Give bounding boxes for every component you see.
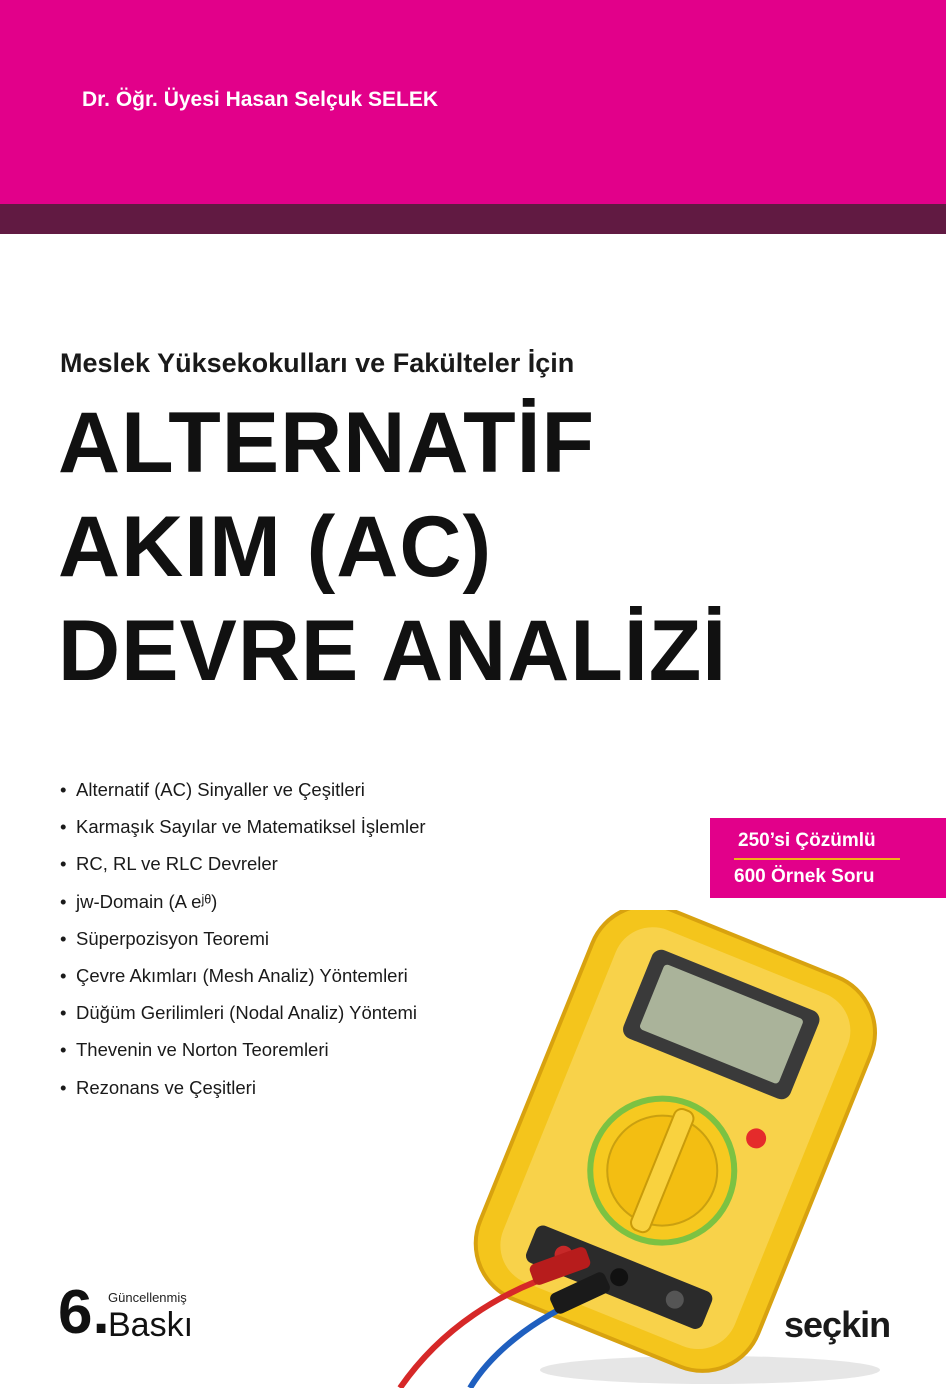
title-line-1: ALTERNATİF bbox=[58, 395, 596, 491]
accent-strip bbox=[0, 204, 946, 234]
author-name: Dr. Öğr. Üyesi Hasan Selçuk SELEK bbox=[82, 88, 438, 111]
badge-underline bbox=[734, 858, 900, 860]
bullet-icon: • bbox=[60, 816, 67, 838]
bullet-icon: • bbox=[60, 1002, 67, 1024]
bullet-icon: • bbox=[60, 1076, 67, 1098]
edition-note: Güncellenmiş bbox=[108, 1290, 187, 1305]
bullet-icon: • bbox=[60, 1039, 67, 1061]
list-item: • Karmaşık Sayılar ve Matematiksel İşlemler bbox=[60, 813, 426, 850]
list-item: • Thevenin ve Norton Teoremleri bbox=[60, 1036, 426, 1073]
list-item: • Rezonans ve Çeşitleri bbox=[60, 1074, 426, 1111]
edition-label: Baskı bbox=[108, 1306, 194, 1344]
edition-number: 6. bbox=[58, 1278, 110, 1347]
bullet-icon: • bbox=[60, 779, 67, 800]
badge-line-2: 600 Örnek Soru bbox=[734, 866, 875, 887]
topic-list bbox=[60, 776, 426, 1111]
list-item: • Süperpozisyon Teoremi bbox=[60, 925, 426, 962]
solved-problems-badge bbox=[710, 818, 946, 898]
list-item: • Alternatif (AC) Sinyaller ve Çeşitleri bbox=[60, 776, 426, 813]
bullet-icon: • bbox=[60, 853, 67, 875]
list-item: • Düğüm Gerilimleri (Nodal Analiz) Yöntemi bbox=[60, 999, 426, 1036]
list-item: • jw-Domain (A eʲᶿ) bbox=[60, 888, 426, 925]
publisher-logo: seçkin bbox=[784, 1304, 891, 1345]
title-line-3: DEVRE ANALİZİ bbox=[58, 603, 728, 699]
bullet-icon: • bbox=[60, 964, 67, 986]
list-item: • RC, RL ve RLC Devreler bbox=[60, 850, 426, 887]
bullet-icon: • bbox=[60, 927, 67, 949]
bullet-icon: • bbox=[60, 890, 67, 912]
badge-line-1: 250’si Çözümlü bbox=[738, 830, 876, 851]
book-subtitle: Meslek Yüksekokulları ve Fakülteler İçin bbox=[60, 348, 575, 378]
list-item: • Çevre Akımları (Mesh Analiz) Yöntemleri bbox=[60, 962, 426, 999]
title-line-2: AKIM (AC) bbox=[58, 499, 493, 595]
